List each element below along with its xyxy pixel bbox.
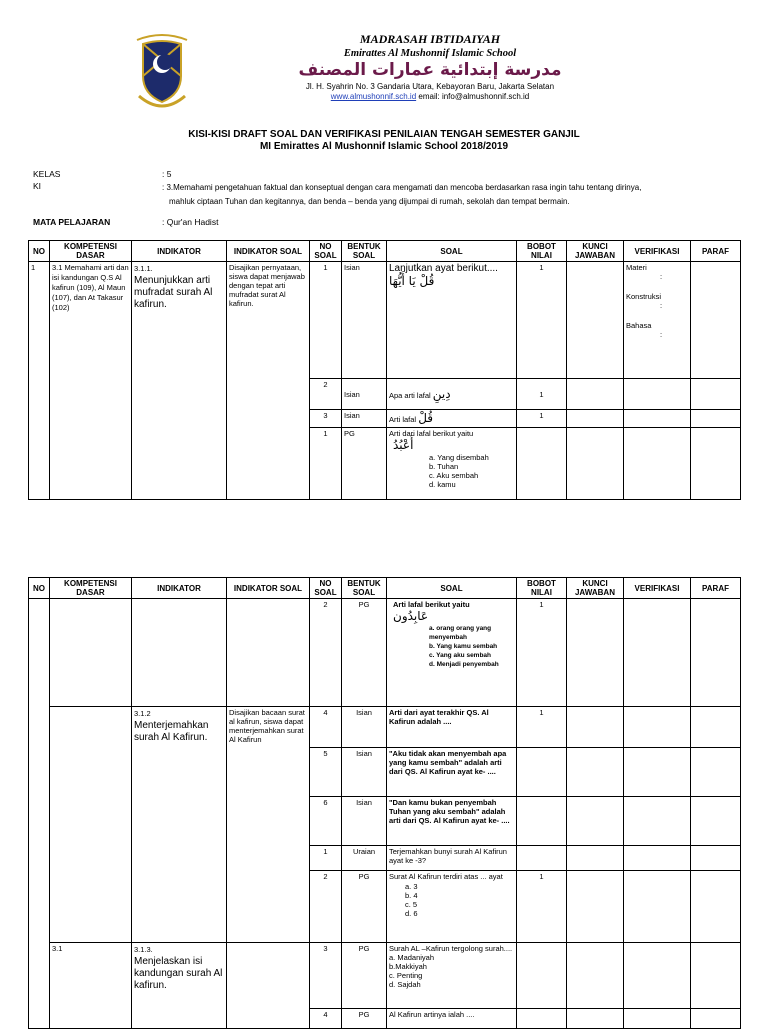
kunci-jawaban bbox=[567, 428, 624, 500]
indikator-soal bbox=[227, 599, 310, 707]
indikator-code: 3.1.2 bbox=[134, 709, 151, 718]
soal bbox=[387, 410, 517, 428]
bentuk-soal: Uraian bbox=[342, 846, 387, 871]
option-item: b.Makkiyah bbox=[389, 962, 427, 971]
soal-text: Arti dari lafal berikut yaitu bbox=[389, 429, 474, 438]
bentuk-soal: PG bbox=[342, 428, 387, 500]
row-no: 1 bbox=[29, 262, 50, 500]
table-row bbox=[29, 707, 741, 748]
indikator-soal bbox=[227, 943, 310, 1029]
soal bbox=[387, 599, 517, 707]
bentuk-soal: Isian bbox=[342, 797, 387, 846]
col-header: VERIFIKASI bbox=[624, 578, 691, 599]
bobot-nilai: 1 bbox=[517, 410, 567, 428]
soal-arabic: دِينِ bbox=[432, 387, 451, 401]
bobot-nilai bbox=[517, 943, 567, 1009]
kunci-jawaban bbox=[567, 707, 624, 748]
soal-arabic: عَابِدُون bbox=[393, 609, 429, 623]
verifikasi bbox=[624, 846, 691, 871]
col-header: PARAF bbox=[691, 578, 741, 599]
bentuk-soal: PG bbox=[342, 599, 387, 707]
letterhead bbox=[0, 28, 768, 118]
soal bbox=[387, 943, 517, 1009]
indikator-soal: Disajikan bacaan surat al kafirun, siswa dapat menterjemahkan surat Al Kafirun bbox=[227, 707, 310, 943]
paraf bbox=[691, 748, 741, 797]
kunci-jawaban bbox=[567, 379, 624, 410]
verifikasi bbox=[624, 871, 691, 943]
soal: Terjemahkan bunyi surah Al Kafirun ayat ke -3? bbox=[387, 846, 517, 871]
no-soal: 4 bbox=[310, 707, 342, 748]
school-address: Jl. H. Syahrin No. 3 Gandaria Utara, Kebayoran Baru, Jakarta Selatan bbox=[305, 82, 555, 91]
paraf bbox=[691, 410, 741, 428]
option-item: d. Sajdah bbox=[389, 980, 421, 989]
indikator bbox=[132, 262, 227, 500]
col-header: KOMPETENSI DASAR bbox=[50, 578, 132, 599]
bentuk-soal: Isian bbox=[342, 748, 387, 797]
bobot-nilai bbox=[517, 846, 567, 871]
verifikasi bbox=[624, 410, 691, 428]
col-header: NO bbox=[29, 241, 50, 262]
paraf bbox=[691, 943, 741, 1009]
no-soal: 4 bbox=[310, 1009, 342, 1029]
option-item: c. 5 bbox=[405, 900, 418, 909]
no-soal: 2 bbox=[310, 871, 342, 943]
kisi-table-2 bbox=[28, 577, 741, 1029]
verif-materi-label: Materi bbox=[626, 263, 647, 272]
option-item: d. Menjadi penyembah bbox=[429, 661, 499, 668]
soal-text: Surat Al Kafirun terdiri atas ... ayat bbox=[389, 872, 503, 881]
col-header: BENTUK SOAL bbox=[342, 241, 387, 262]
option-item: a. Yang disembah bbox=[429, 453, 489, 462]
soal bbox=[387, 428, 517, 500]
bobot-nilai bbox=[517, 797, 567, 846]
soal: Arti dari ayat terakhir QS. Al Kafirun adalah .... bbox=[387, 707, 517, 748]
bobot-nilai: 1 bbox=[517, 599, 567, 707]
school-type: MADRASAH IBTIDAIYAH bbox=[359, 32, 501, 46]
bentuk-soal: Isian bbox=[342, 379, 387, 410]
col-header: BOBOT NILAI bbox=[517, 241, 567, 262]
option-item: c. Aku sembah bbox=[429, 471, 479, 480]
soal-arabic: قُلْ bbox=[418, 411, 434, 425]
col-header: NO bbox=[29, 578, 50, 599]
soal-text: Arti lafal berikut yaitu bbox=[393, 600, 470, 609]
ki-value bbox=[162, 181, 742, 209]
email-text: email: info@almushonnif.sch.id bbox=[418, 92, 530, 101]
soal: Al Kafirun artinya ialah .... bbox=[387, 1009, 517, 1029]
mapel-value: : Qur'an Hadist bbox=[162, 217, 219, 227]
verif-colon: : bbox=[660, 330, 663, 339]
paraf bbox=[691, 871, 741, 943]
ki-value-line-2: mahluk ciptaan Tuhan dan kegitannya, dan benda – benda yang dijumpai di rumah, sekolah dan tempat bermain. bbox=[169, 197, 570, 206]
indikator-text: Menjelaskan isi kandungan surah Al kafirun. bbox=[134, 956, 223, 991]
bobot-nilai: 1 bbox=[517, 262, 567, 379]
paraf bbox=[691, 262, 741, 379]
table-header-row bbox=[29, 578, 741, 599]
school-logo bbox=[133, 30, 191, 116]
option-item: d. kamu bbox=[429, 480, 456, 489]
col-header: KUNCI JAWABAN bbox=[567, 578, 624, 599]
no-soal: 2 bbox=[310, 379, 342, 410]
option-item: a. 3 bbox=[405, 882, 418, 891]
soal-text: Apa arti lafal bbox=[389, 391, 433, 400]
paraf bbox=[691, 428, 741, 500]
title-line-1: KISI-KISI DRAFT SOAL DAN VERIFIKASI PENILAIAN TENGAH SEMESTER GANJIL bbox=[188, 129, 580, 140]
col-header: SOAL bbox=[387, 578, 517, 599]
soal-text: Arti lafal bbox=[389, 415, 419, 424]
col-header: NO SOAL bbox=[310, 578, 342, 599]
bentuk-soal: PG bbox=[342, 943, 387, 1009]
verif-colon: : bbox=[660, 272, 663, 281]
table-row bbox=[29, 599, 741, 707]
col-header: PARAF bbox=[691, 241, 741, 262]
bentuk-soal: PG bbox=[342, 1009, 387, 1029]
paraf bbox=[691, 599, 741, 707]
option-item: d. 6 bbox=[405, 909, 418, 918]
ki-value-line-1: : 3.Memahami pengetahuan faktual dan konseptual dengan cara mengamati dan mencoba berdasarkan rasa ingin tahu tentang dirinya, bbox=[162, 183, 642, 192]
bobot-nilai: 1 bbox=[517, 871, 567, 943]
soal bbox=[387, 871, 517, 943]
kunci-jawaban bbox=[567, 262, 624, 379]
kunci-jawaban bbox=[567, 748, 624, 797]
verifikasi bbox=[624, 599, 691, 707]
paraf bbox=[691, 379, 741, 410]
col-header: INDIKATOR bbox=[132, 241, 227, 262]
bobot-nilai bbox=[517, 1009, 567, 1029]
kunci-jawaban bbox=[567, 599, 624, 707]
verif-konstruksi-label: Konstruksi bbox=[626, 292, 662, 301]
no-soal: 1 bbox=[310, 846, 342, 871]
kompetensi-dasar bbox=[50, 707, 132, 943]
verifikasi bbox=[624, 428, 691, 500]
option-item: c. Penting bbox=[389, 971, 423, 980]
table-header-row bbox=[29, 241, 741, 262]
no-soal: 1 bbox=[310, 262, 342, 379]
verifikasi bbox=[624, 379, 691, 410]
bobot-nilai bbox=[517, 748, 567, 797]
soal bbox=[387, 379, 517, 410]
soal-text: Surah AL –Kafirun tergolong surah.... bbox=[389, 944, 513, 953]
indikator-text: Menterjemahkan surah Al Kafirun. bbox=[134, 720, 209, 743]
kompetensi-dasar: 3.1 bbox=[50, 943, 132, 1029]
verif-bahasa-label: Bahasa bbox=[626, 321, 652, 330]
website-link[interactable]: www.almushonnif.sch.id bbox=[330, 92, 417, 101]
verifikasi bbox=[624, 797, 691, 846]
option-item: c. Yang aku sembah bbox=[429, 652, 492, 659]
col-header: INDIKATOR SOAL bbox=[227, 578, 310, 599]
no-soal: 1 bbox=[310, 428, 342, 500]
table-row bbox=[29, 262, 741, 379]
indikator bbox=[132, 599, 227, 707]
indikator bbox=[132, 707, 227, 943]
kompetensi-dasar: 3.1 Memahami arti dan isi kandungan Q.S Al kafirun (109), Al Maun (107), dan At Takasur (102) bbox=[50, 262, 132, 500]
paraf bbox=[691, 797, 741, 846]
school-name: Emirattes Al Mushonnif Islamic School bbox=[343, 48, 517, 59]
option-item: b. Tuhan bbox=[429, 462, 459, 471]
mapel-label: MATA PELAJARAN bbox=[33, 217, 111, 227]
school-arabic-name: مدرسة إبتدائية عمارات المصنف bbox=[298, 60, 562, 80]
kunci-jawaban bbox=[567, 846, 624, 871]
verifikasi bbox=[624, 943, 691, 1009]
no-soal: 3 bbox=[310, 410, 342, 428]
bentuk-soal: Isian bbox=[342, 707, 387, 748]
answer-options bbox=[389, 882, 514, 918]
kunci-jawaban bbox=[567, 871, 624, 943]
answer-options bbox=[389, 624, 514, 669]
no-soal: 2 bbox=[310, 599, 342, 707]
bobot-nilai bbox=[517, 428, 567, 500]
option-item: a. orang orang yang menyembah bbox=[429, 625, 492, 641]
col-header: SOAL bbox=[387, 241, 517, 262]
option-item: b. 4 bbox=[405, 891, 418, 900]
option-item: a. Madaniyah bbox=[389, 953, 435, 962]
indikator bbox=[132, 943, 227, 1029]
bentuk-soal: PG bbox=[342, 871, 387, 943]
soal: "Dan kamu bukan penyembah Tuhan yang aku sembah" adalah arti dari QS. Al Kafirun ayat ke- .... bbox=[387, 797, 517, 846]
verifikasi bbox=[624, 707, 691, 748]
kelas-label: KELAS bbox=[33, 169, 61, 179]
no-soal: 3 bbox=[310, 943, 342, 1009]
paraf bbox=[691, 846, 741, 871]
bobot-nilai: 1 bbox=[517, 707, 567, 748]
paraf bbox=[691, 707, 741, 748]
verifikasi bbox=[624, 1009, 691, 1029]
document-title bbox=[0, 129, 768, 153]
option-item: b. Yang kamu sembah bbox=[429, 643, 498, 650]
col-header: VERIFIKASI bbox=[624, 241, 691, 262]
kunci-jawaban bbox=[567, 797, 624, 846]
kompetensi-dasar bbox=[50, 599, 132, 707]
soal-text: Lanjutkan ayat berikut.... bbox=[389, 263, 498, 274]
soal: "Aku tidak akan menyembah apa yang kamu sembah" adalah arti dari QS. Al Kafirun ayat ke- .... bbox=[387, 748, 517, 797]
kisi-table-1 bbox=[28, 240, 741, 500]
bentuk-soal: Isian bbox=[342, 410, 387, 428]
bentuk-soal: Isian bbox=[342, 262, 387, 379]
col-header: KUNCI JAWABAN bbox=[567, 241, 624, 262]
col-header: BENTUK SOAL bbox=[342, 578, 387, 599]
answer-options bbox=[389, 453, 514, 489]
col-header: NO SOAL bbox=[310, 241, 342, 262]
soal-arabic: قُلْ يَا أَيُّهَا bbox=[389, 274, 435, 288]
indikator-text: Menunjukkan arti mufradat surah Al kafirun. bbox=[134, 275, 213, 310]
col-header: INDIKATOR SOAL bbox=[227, 241, 310, 262]
col-header: INDIKATOR bbox=[132, 578, 227, 599]
kunci-jawaban bbox=[567, 943, 624, 1009]
kunci-jawaban bbox=[567, 1009, 624, 1029]
no-soal: 6 bbox=[310, 797, 342, 846]
soal bbox=[387, 262, 517, 379]
ki-label: KI bbox=[33, 181, 42, 191]
row-no bbox=[29, 599, 50, 1029]
soal-arabic: أَعْبُدُ bbox=[393, 438, 414, 452]
kunci-jawaban bbox=[567, 410, 624, 428]
indikator-code: 3.1.1. bbox=[134, 264, 153, 273]
bobot-nilai: 1 bbox=[517, 379, 567, 410]
indikator-code: 3.1.3. bbox=[134, 945, 153, 954]
verifikasi bbox=[624, 748, 691, 797]
kelas-value: : 5 bbox=[162, 169, 172, 179]
paraf bbox=[691, 1009, 741, 1029]
col-header: KOMPETENSI DASAR bbox=[50, 241, 132, 262]
table-row bbox=[29, 943, 741, 1009]
verif-colon: : bbox=[660, 301, 663, 310]
indikator-soal: Disajikan pernyataan, siswa dapat menjawab dengan tepat arti mufradat surat Al kafirun. bbox=[227, 262, 310, 500]
col-header: BOBOT NILAI bbox=[517, 578, 567, 599]
verifikasi bbox=[624, 262, 691, 379]
title-line-2: MI Emirattes Al Mushonnif Islamic School 2018/2019 bbox=[259, 141, 509, 152]
no-soal: 5 bbox=[310, 748, 342, 797]
